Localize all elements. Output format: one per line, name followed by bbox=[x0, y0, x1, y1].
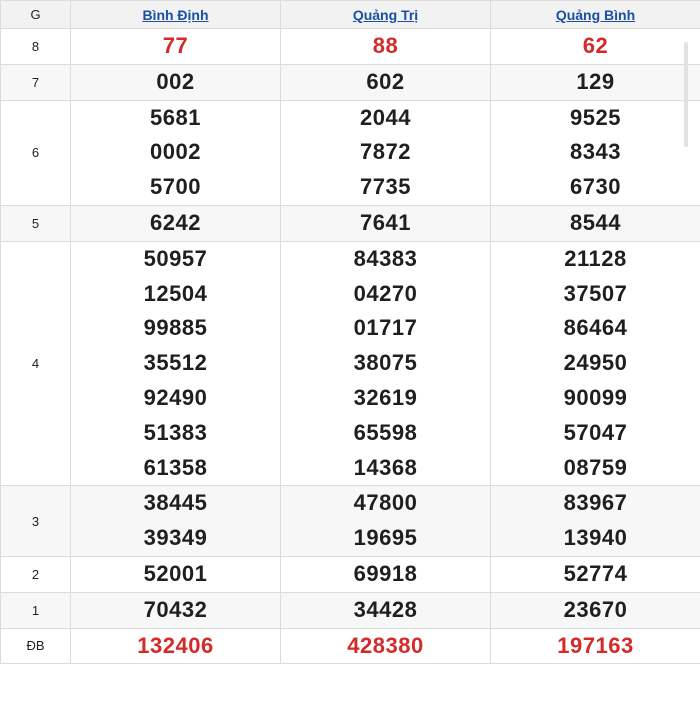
winning-number: 6242 bbox=[150, 209, 201, 235]
result-cell bbox=[491, 29, 700, 65]
table-header-row bbox=[1, 1, 700, 29]
province-header bbox=[491, 1, 700, 29]
prize-row bbox=[1, 241, 700, 486]
prize-label: 5 bbox=[1, 205, 71, 241]
result-cell bbox=[281, 205, 491, 241]
prize-column-header: G bbox=[1, 1, 71, 29]
result-cell bbox=[491, 64, 700, 100]
prize-label: 4 bbox=[1, 241, 71, 486]
result-cell bbox=[71, 205, 281, 241]
result-cell bbox=[491, 486, 700, 557]
prize-row bbox=[1, 556, 700, 592]
winning-number: 52774 bbox=[563, 560, 628, 586]
result-cell bbox=[71, 628, 281, 664]
result-cell bbox=[71, 64, 281, 100]
winning-number: 428380 bbox=[347, 632, 424, 658]
winning-number: 65598 bbox=[353, 419, 418, 445]
result-cell bbox=[491, 556, 700, 592]
result-cell bbox=[71, 29, 281, 65]
winning-number: 01717 bbox=[353, 315, 418, 341]
winning-number: 70432 bbox=[143, 596, 208, 622]
winning-number: 602 bbox=[366, 68, 405, 94]
winning-number: 129 bbox=[576, 68, 615, 94]
winning-number: 47800 bbox=[353, 490, 418, 516]
prize-row bbox=[1, 628, 700, 664]
result-cell bbox=[71, 100, 281, 205]
prize-row bbox=[1, 100, 700, 205]
prize-label: ĐB bbox=[1, 628, 71, 664]
winning-number: 83967 bbox=[563, 490, 628, 516]
result-cell bbox=[71, 241, 281, 486]
winning-number: 6730 bbox=[570, 174, 621, 200]
result-cell bbox=[491, 205, 700, 241]
winning-number: 62 bbox=[582, 33, 609, 58]
winning-number: 8544 bbox=[570, 209, 621, 235]
result-cell bbox=[281, 592, 491, 628]
winning-number: 88 bbox=[372, 33, 399, 58]
result-cell bbox=[281, 628, 491, 664]
prize-label: 8 bbox=[1, 29, 71, 65]
result-cell bbox=[281, 29, 491, 65]
result-cell bbox=[281, 486, 491, 557]
winning-number: 7872 bbox=[360, 139, 411, 165]
winning-number: 8343 bbox=[570, 139, 621, 165]
winning-number: 19695 bbox=[353, 525, 418, 551]
winning-number: 61358 bbox=[143, 454, 208, 480]
winning-number: 21128 bbox=[564, 245, 627, 271]
prize-row bbox=[1, 29, 700, 65]
winning-number: 39349 bbox=[143, 525, 208, 551]
winning-number: 13940 bbox=[563, 525, 628, 551]
winning-number: 38445 bbox=[143, 490, 208, 516]
winning-number: 14368 bbox=[353, 454, 418, 480]
winning-number: 69918 bbox=[353, 560, 418, 586]
province-link-quang-tri[interactable]: Quảng Trị bbox=[352, 6, 419, 23]
result-cell bbox=[281, 64, 491, 100]
result-cell bbox=[281, 100, 491, 205]
winning-number: 51383 bbox=[143, 419, 208, 445]
winning-number: 5700 bbox=[150, 174, 201, 200]
winning-number: 23670 bbox=[563, 596, 628, 622]
winning-number: 52001 bbox=[143, 560, 208, 586]
winning-number: 2044 bbox=[360, 104, 411, 130]
winning-number: 197163 bbox=[557, 632, 634, 658]
winning-number: 002 bbox=[156, 68, 195, 94]
result-cell bbox=[71, 556, 281, 592]
prize-row bbox=[1, 205, 700, 241]
winning-number: 77 bbox=[162, 33, 189, 58]
result-cell bbox=[491, 100, 700, 205]
prize-row bbox=[1, 592, 700, 628]
winning-number: 7641 bbox=[360, 209, 411, 235]
province-link-binh-dinh[interactable]: Bình Định bbox=[142, 6, 209, 23]
winning-number: 32619 bbox=[353, 384, 418, 410]
prize-label: 3 bbox=[1, 486, 71, 557]
winning-number: 38075 bbox=[353, 350, 418, 376]
scrollbar[interactable] bbox=[684, 42, 688, 147]
prize-label: 7 bbox=[1, 64, 71, 100]
result-cell bbox=[491, 628, 700, 664]
province-header bbox=[281, 1, 491, 29]
winning-number: 08759 bbox=[563, 454, 628, 480]
prize-label: 1 bbox=[1, 592, 71, 628]
result-cell bbox=[281, 241, 491, 486]
winning-number: 34428 bbox=[353, 596, 418, 622]
result-cell bbox=[71, 486, 281, 557]
winning-number: 37507 bbox=[563, 280, 628, 306]
winning-number: 5681 bbox=[150, 104, 201, 130]
winning-number: 57047 bbox=[563, 419, 628, 445]
winning-number: 0002 bbox=[150, 139, 201, 165]
result-cell bbox=[71, 592, 281, 628]
prize-row bbox=[1, 486, 700, 557]
winning-number: 7735 bbox=[360, 174, 411, 200]
winning-number: 50957 bbox=[143, 245, 208, 271]
prize-label: 2 bbox=[1, 556, 71, 592]
prize-label: 6 bbox=[1, 100, 71, 205]
winning-number: 92490 bbox=[143, 384, 208, 410]
province-link-quang-binh[interactable]: Quảng Bình bbox=[555, 6, 636, 23]
winning-number: 12504 bbox=[143, 280, 208, 306]
result-cell bbox=[491, 592, 700, 628]
winning-number: 35512 bbox=[143, 350, 208, 376]
winning-number: 24950 bbox=[563, 350, 628, 376]
province-header bbox=[71, 1, 281, 29]
winning-number: 04270 bbox=[353, 280, 418, 306]
prize-row bbox=[1, 64, 700, 100]
winning-number: 132406 bbox=[137, 632, 214, 658]
winning-number: 90099 bbox=[563, 384, 628, 410]
result-cell bbox=[491, 241, 700, 486]
winning-number: 84383 bbox=[353, 245, 418, 271]
winning-number: 9525 bbox=[570, 104, 621, 130]
winning-number: 86464 bbox=[563, 315, 628, 341]
winning-number: 99885 bbox=[143, 315, 208, 341]
result-cell bbox=[281, 556, 491, 592]
